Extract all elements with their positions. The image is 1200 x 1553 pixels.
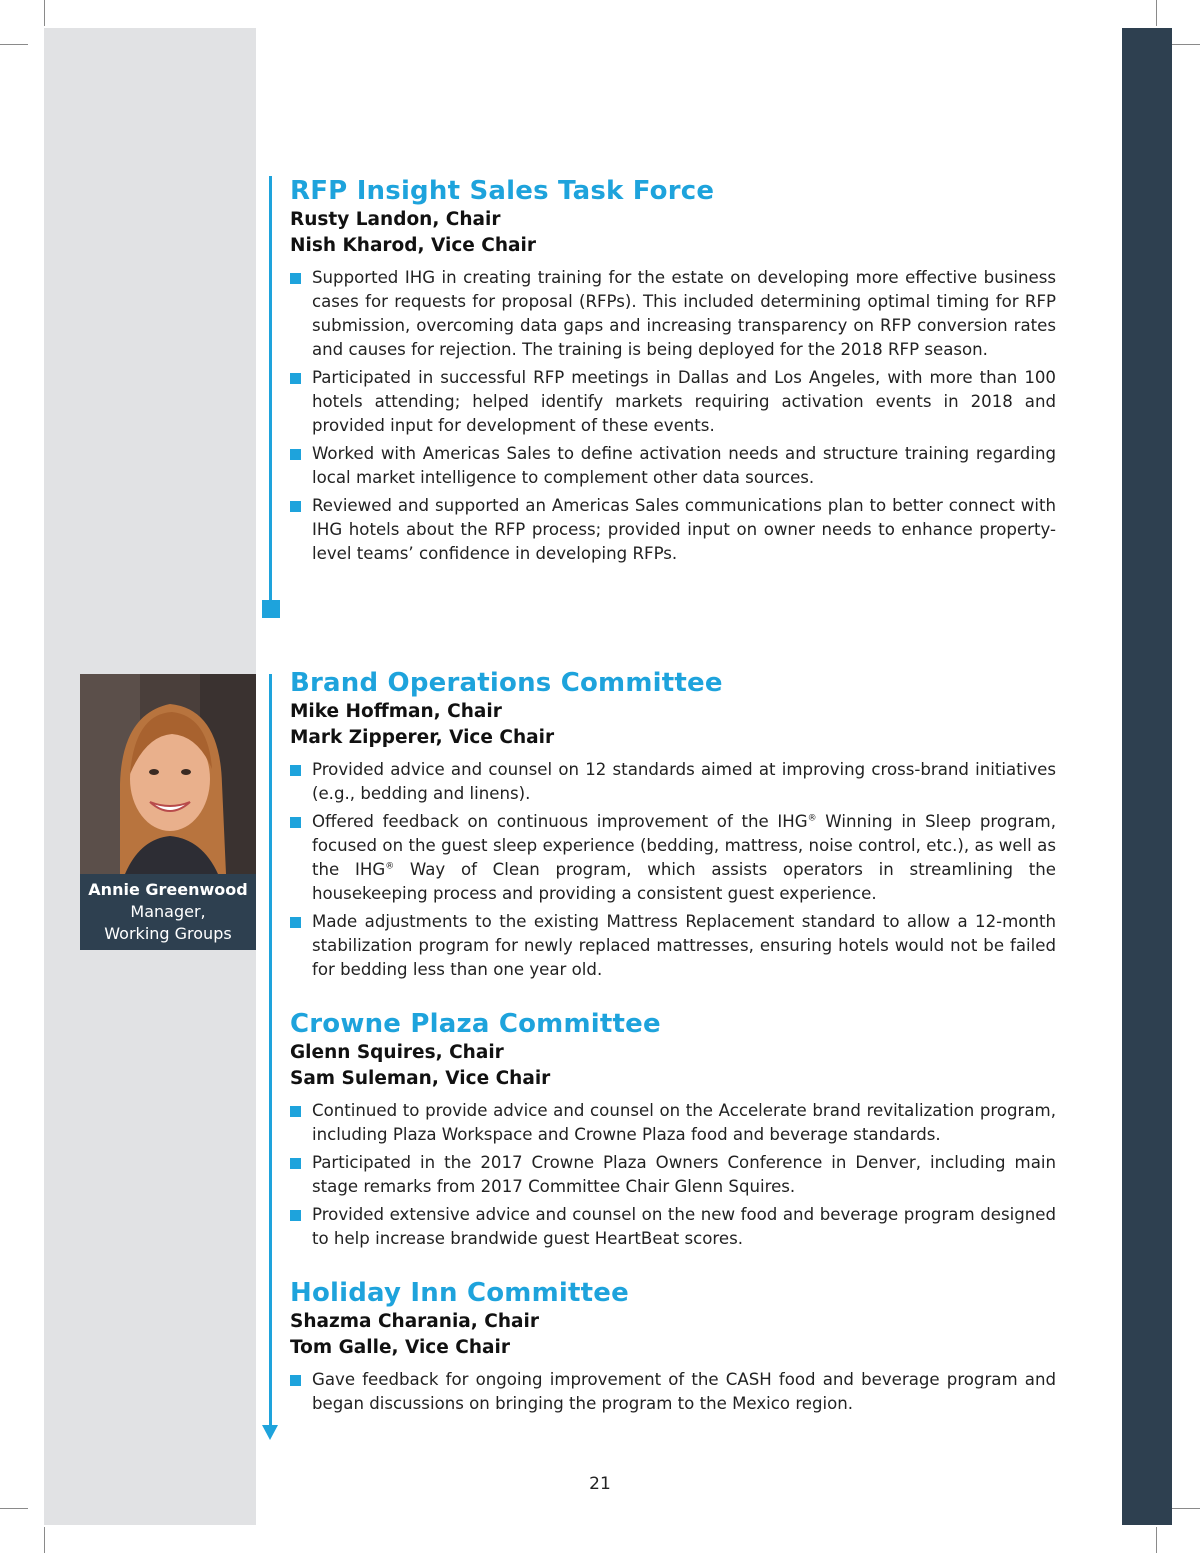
- list-item: Provided advice and counsel on 12 standards aimed at improving cross-brand initiatives (e.g., bedding and linens).: [290, 758, 1056, 806]
- crop-mark: [1156, 0, 1157, 26]
- list-item: Worked with Americas Sales to define activation needs and structure training regarding local market intelligence to complement other data sources.: [290, 442, 1056, 490]
- page-number: 21: [589, 1474, 611, 1494]
- chair-name: Glenn Squires, Chair: [290, 1042, 504, 1063]
- crop-mark: [1172, 1508, 1200, 1509]
- timeline-rule-bottom: [269, 674, 272, 1427]
- crop-mark: [0, 1508, 28, 1509]
- profile-caption: [80, 874, 256, 950]
- section-title: Brand Operations Committee: [290, 668, 723, 698]
- crop-mark: [1172, 44, 1200, 45]
- bullet-list: [290, 1099, 1056, 1251]
- side-navy-band: [1122, 28, 1172, 1525]
- list-item: Continued to provide advice and counsel on the Accelerate brand revitalization program, including Plaza Workspace and Crowne Plaza food and beverage standards.: [290, 1099, 1056, 1147]
- vice-chair-name: Tom Galle, Vice Chair: [290, 1337, 510, 1358]
- section-title: Holiday Inn Committee: [290, 1278, 629, 1308]
- vice-chair-name: Sam Suleman, Vice Chair: [290, 1068, 551, 1089]
- bullet-square-icon: [290, 817, 301, 828]
- bullet-square-icon: [290, 501, 301, 512]
- bullet-list: [290, 266, 1056, 566]
- bullet-square-icon: [290, 1375, 301, 1386]
- profile-name: Annie Greenwood: [88, 880, 248, 899]
- bullet-square-icon: [290, 1106, 301, 1117]
- crop-mark: [1156, 1527, 1157, 1553]
- bullet-list: [290, 1368, 1056, 1416]
- list-item: Supported IHG in creating training for the estate on developing more effective business cases for requests for proposal (RFPs). This included determining optimal timing for RFP submission, overcoming data gaps and increasing transparency on RFP conversion rates and causes for rejection. The training is being deployed for the 2018 RFP season.: [290, 266, 1056, 362]
- section-rfp-insight: [290, 176, 1056, 570]
- section-title: RFP Insight Sales Task Force: [290, 176, 715, 206]
- crop-mark: [44, 1527, 45, 1553]
- bullet-square-icon: [290, 917, 301, 928]
- timeline-square-marker: [262, 600, 280, 618]
- chair-name: Mike Hoffman, Chair: [290, 701, 502, 722]
- timeline-rule-top: [269, 176, 272, 602]
- vice-chair-name: Nish Kharod, Vice Chair: [290, 235, 536, 256]
- list-item: Participated in successful RFP meetings in Dallas and Los Angeles, with more than 100 hotels attending; helped identify markets requiring activation events in 2018 and provided input for development of these events.: [290, 366, 1056, 438]
- list-item: Participated in the 2017 Crowne Plaza Owners Conference in Denver, including main stage remarks from 2017 Committee Chair Glenn Squires.: [290, 1151, 1056, 1199]
- profile-title-line1: Manager,: [130, 902, 206, 921]
- timeline-arrow-down-icon: [262, 1425, 278, 1440]
- list-item: Gave feedback for ongoing improvement of the CASH food and beverage program and began discussions on bringing the program to the Mexico region.: [290, 1368, 1056, 1416]
- list-item: Reviewed and supported an Americas Sales communications plan to better connect with IHG hotels about the RFP process; provided input on owner needs to enhance property-level teams’ confidence in developing RFPs.: [290, 494, 1056, 566]
- chair-name: Rusty Landon, Chair: [290, 209, 501, 230]
- list-item: Offered feedback on continuous improvement of the IHG® Winning in Sleep program, focused on the guest sleep experience (bedding, mattress, noise control, etc.), as well as the IHG® Way of Clean program, which assists operators in streamlining the housekeeping process and providing a consistent guest experience.: [290, 810, 1056, 906]
- bullet-square-icon: [290, 373, 301, 384]
- bullet-square-icon: [290, 765, 301, 776]
- section-title: Crowne Plaza Committee: [290, 1009, 661, 1039]
- list-item: Provided extensive advice and counsel on the new food and beverage program designed to help increase brandwide guest HeartBeat scores.: [290, 1203, 1056, 1251]
- section-holiday-inn: [290, 1278, 1056, 1420]
- bullet-square-icon: [290, 1158, 301, 1169]
- bullet-square-icon: [290, 449, 301, 460]
- section-brand-operations: [290, 668, 1056, 986]
- profile-title-line2: Working Groups: [104, 924, 232, 943]
- portrait-icon: [80, 674, 256, 874]
- bullet-list: [290, 758, 1056, 982]
- crop-mark: [44, 0, 45, 26]
- section-crowne-plaza: [290, 1009, 1056, 1255]
- bullet-square-icon: [290, 1210, 301, 1221]
- list-item: Made adjustments to the existing Mattress Replacement standard to allow a 12-month stabilization program for newly replaced mattresses, ensuring hotels would not be failed for bedding less than one year old.: [290, 910, 1056, 982]
- profile-photo: [80, 674, 256, 874]
- vice-chair-name: Mark Zipperer, Vice Chair: [290, 727, 555, 748]
- chair-name: Shazma Charania, Chair: [290, 1311, 539, 1332]
- bullet-square-icon: [290, 273, 301, 284]
- crop-mark: [0, 44, 28, 45]
